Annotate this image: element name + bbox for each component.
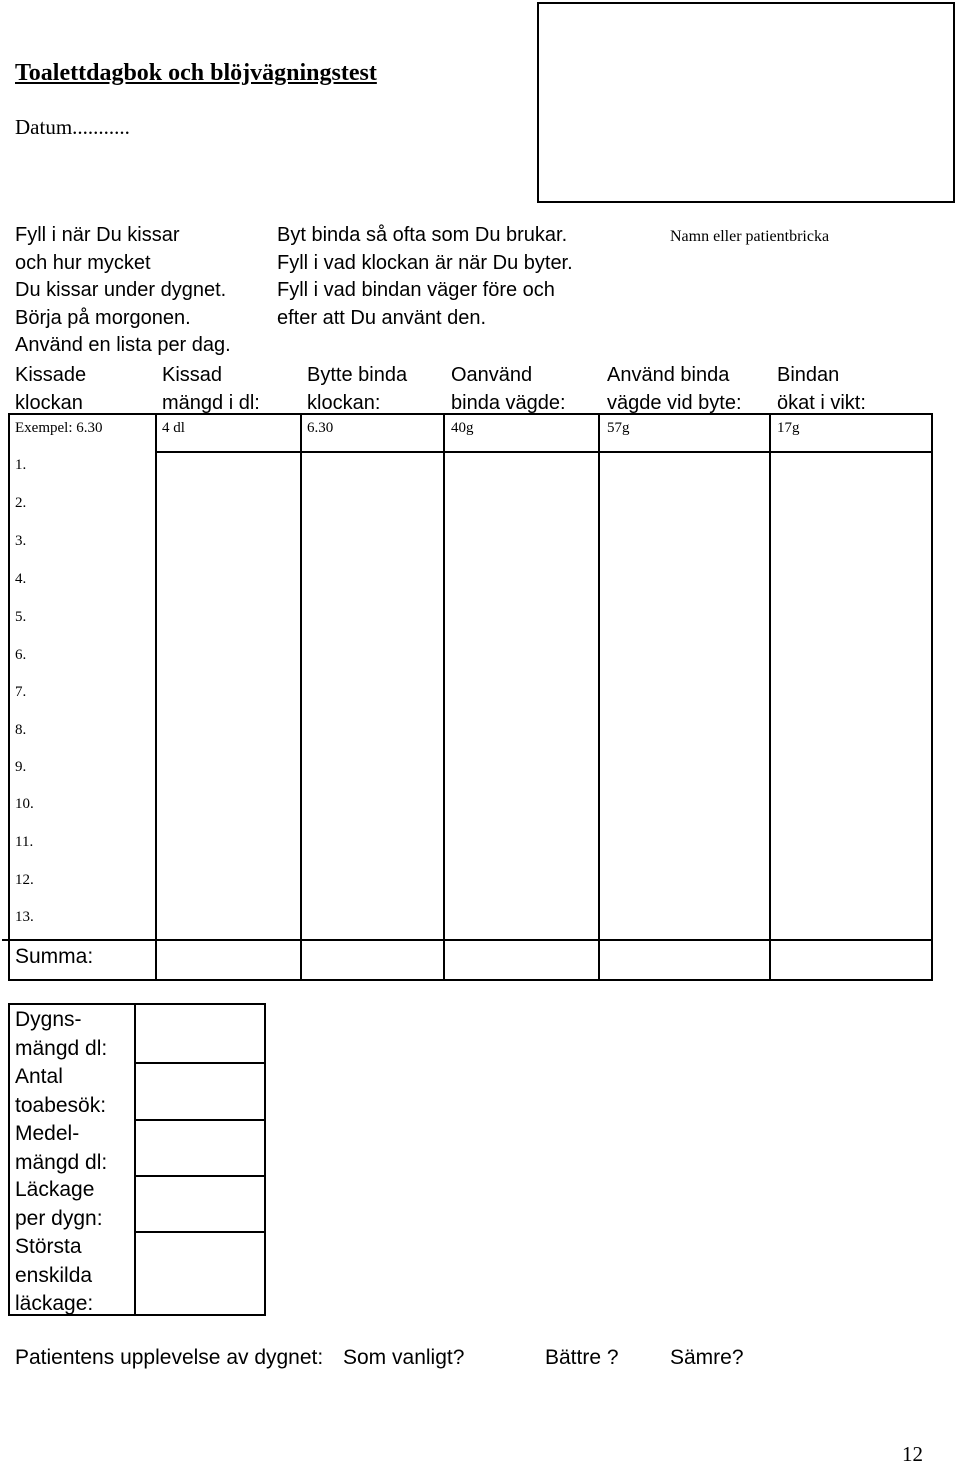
summary-label-line: per dygn:: [15, 1206, 103, 1230]
option-worse[interactable]: Sämre?: [670, 1346, 744, 1369]
option-as-usual[interactable]: Som vanligt?: [343, 1346, 465, 1369]
table-top-border: [8, 413, 933, 415]
table-row[interactable]: 6.: [15, 647, 27, 663]
summary-row-divider: [134, 1231, 266, 1233]
summary-label-toilet-visits: [15, 1063, 133, 1120]
header-line: Använd binda: [607, 364, 730, 386]
example-cell-increase: 17g: [777, 420, 800, 436]
summary-label-line: mängd dl:: [15, 1036, 108, 1060]
column-header-time: [15, 362, 86, 417]
table-row[interactable]: 9.: [15, 759, 27, 775]
patient-name-box-label: Namn eller patientbricka: [670, 228, 830, 245]
summary-row-divider: [134, 1062, 266, 1064]
example-cell-amount: 4 dl: [162, 420, 185, 436]
column-header-used-pad-weight: [607, 362, 742, 417]
summary-label-line: Läckage: [15, 1178, 95, 1201]
page-number: 12: [902, 1442, 923, 1466]
header-line: Kissade: [15, 364, 87, 386]
summary-box-divider: [134, 1003, 136, 1316]
header-line: ökat i vikt:: [777, 391, 866, 414]
option-better[interactable]: Bättre ?: [545, 1346, 619, 1369]
instruction-line: Du kissar under dygnet.: [15, 279, 227, 301]
header-line: Kissad: [162, 364, 223, 386]
summary-label-largest-leakage: [15, 1233, 133, 1319]
summary-label-line: Dygns-: [15, 1008, 82, 1031]
column-header-weight-increase: [777, 362, 866, 417]
table-column-divider: [443, 413, 445, 981]
column-header-pad-change-time: [307, 362, 407, 417]
header-line: mängd i dl:: [162, 391, 260, 414]
sum-row-label: Summa:: [15, 945, 94, 968]
instruction-line: Börja på morgonen.: [15, 306, 191, 329]
table-row[interactable]: 3.: [15, 533, 27, 549]
summary-label-line: enskilda: [15, 1263, 93, 1287]
header-line: Bindan: [777, 364, 840, 386]
instruction-line: Fyll i när Du kissar: [15, 224, 180, 246]
summary-label-line: läckage:: [15, 1292, 94, 1315]
summary-row-divider: [134, 1175, 266, 1177]
instruction-line: Byt binda så ofta som Du brukar.: [277, 224, 568, 246]
table-row[interactable]: 11.: [15, 834, 34, 850]
patient-name-box[interactable]: [537, 2, 955, 203]
table-bottom-border: [8, 979, 933, 981]
summary-label-line: toabesök:: [15, 1093, 107, 1117]
example-cell-unused-weight: 40g: [451, 420, 474, 436]
header-line: vägde vid byte:: [607, 391, 742, 414]
sum-row-top-border: [2, 939, 933, 941]
example-cell-used-weight: 57g: [607, 420, 630, 436]
table-row[interactable]: 13.: [15, 909, 34, 925]
summary-label-daily-volume: [15, 1006, 133, 1063]
table-column-divider: [155, 413, 157, 981]
table-row[interactable]: 12.: [15, 872, 34, 888]
column-header-unused-pad-weight: [451, 362, 566, 417]
patient-experience-question: Patientens upplevelse av dygnet:: [15, 1346, 324, 1369]
table-row[interactable]: 2.: [15, 495, 27, 511]
example-cell-time: Exempel: 6.30: [15, 420, 103, 436]
table-column-divider: [598, 413, 600, 981]
table-row[interactable]: 1.: [15, 457, 27, 473]
table-column-divider: [300, 413, 302, 981]
header-line: klockan:: [307, 391, 381, 414]
table-right-border: [931, 413, 933, 981]
table-row[interactable]: 5.: [15, 609, 27, 625]
table-row[interactable]: 7.: [15, 684, 27, 700]
table-column-divider: [769, 413, 771, 981]
example-cell-change-time: 6.30: [307, 420, 334, 436]
instruction-line: och hur mycket: [15, 251, 151, 274]
summary-label-line: Medel-: [15, 1122, 80, 1145]
summary-label-line: Största: [15, 1235, 82, 1258]
table-row[interactable]: 4.: [15, 571, 27, 587]
header-line: Oanvänd: [451, 364, 533, 386]
header-line: Bytte binda: [307, 364, 408, 386]
example-row-border: [155, 451, 933, 453]
summary-label-line: Antal: [15, 1065, 63, 1088]
instruction-line: Fyll i vad bindan väger före och: [277, 279, 555, 301]
instructions-pad: [277, 222, 573, 332]
instruction-line: Fyll i vad klockan är när Du byter.: [277, 251, 573, 274]
instructions-urination: [15, 222, 231, 360]
document-title: Toalettdagbok och blöjvägningstest: [15, 60, 377, 86]
date-field[interactable]: Datum...........: [15, 115, 130, 139]
instruction-line: efter att Du använt den.: [277, 306, 487, 329]
summary-label-daily-leakage: [15, 1176, 133, 1233]
summary-label-line: mängd dl:: [15, 1150, 108, 1174]
header-line: binda vägde:: [451, 391, 566, 414]
table-row[interactable]: 10.: [15, 796, 34, 812]
summary-row-divider: [134, 1119, 266, 1121]
instruction-line: Använd en lista per dag.: [15, 334, 231, 356]
table-row[interactable]: 8.: [15, 722, 27, 738]
column-header-amount: [162, 362, 260, 417]
table-left-border: [8, 413, 10, 981]
summary-label-average-volume: [15, 1120, 133, 1177]
header-line: klockan: [15, 391, 83, 414]
